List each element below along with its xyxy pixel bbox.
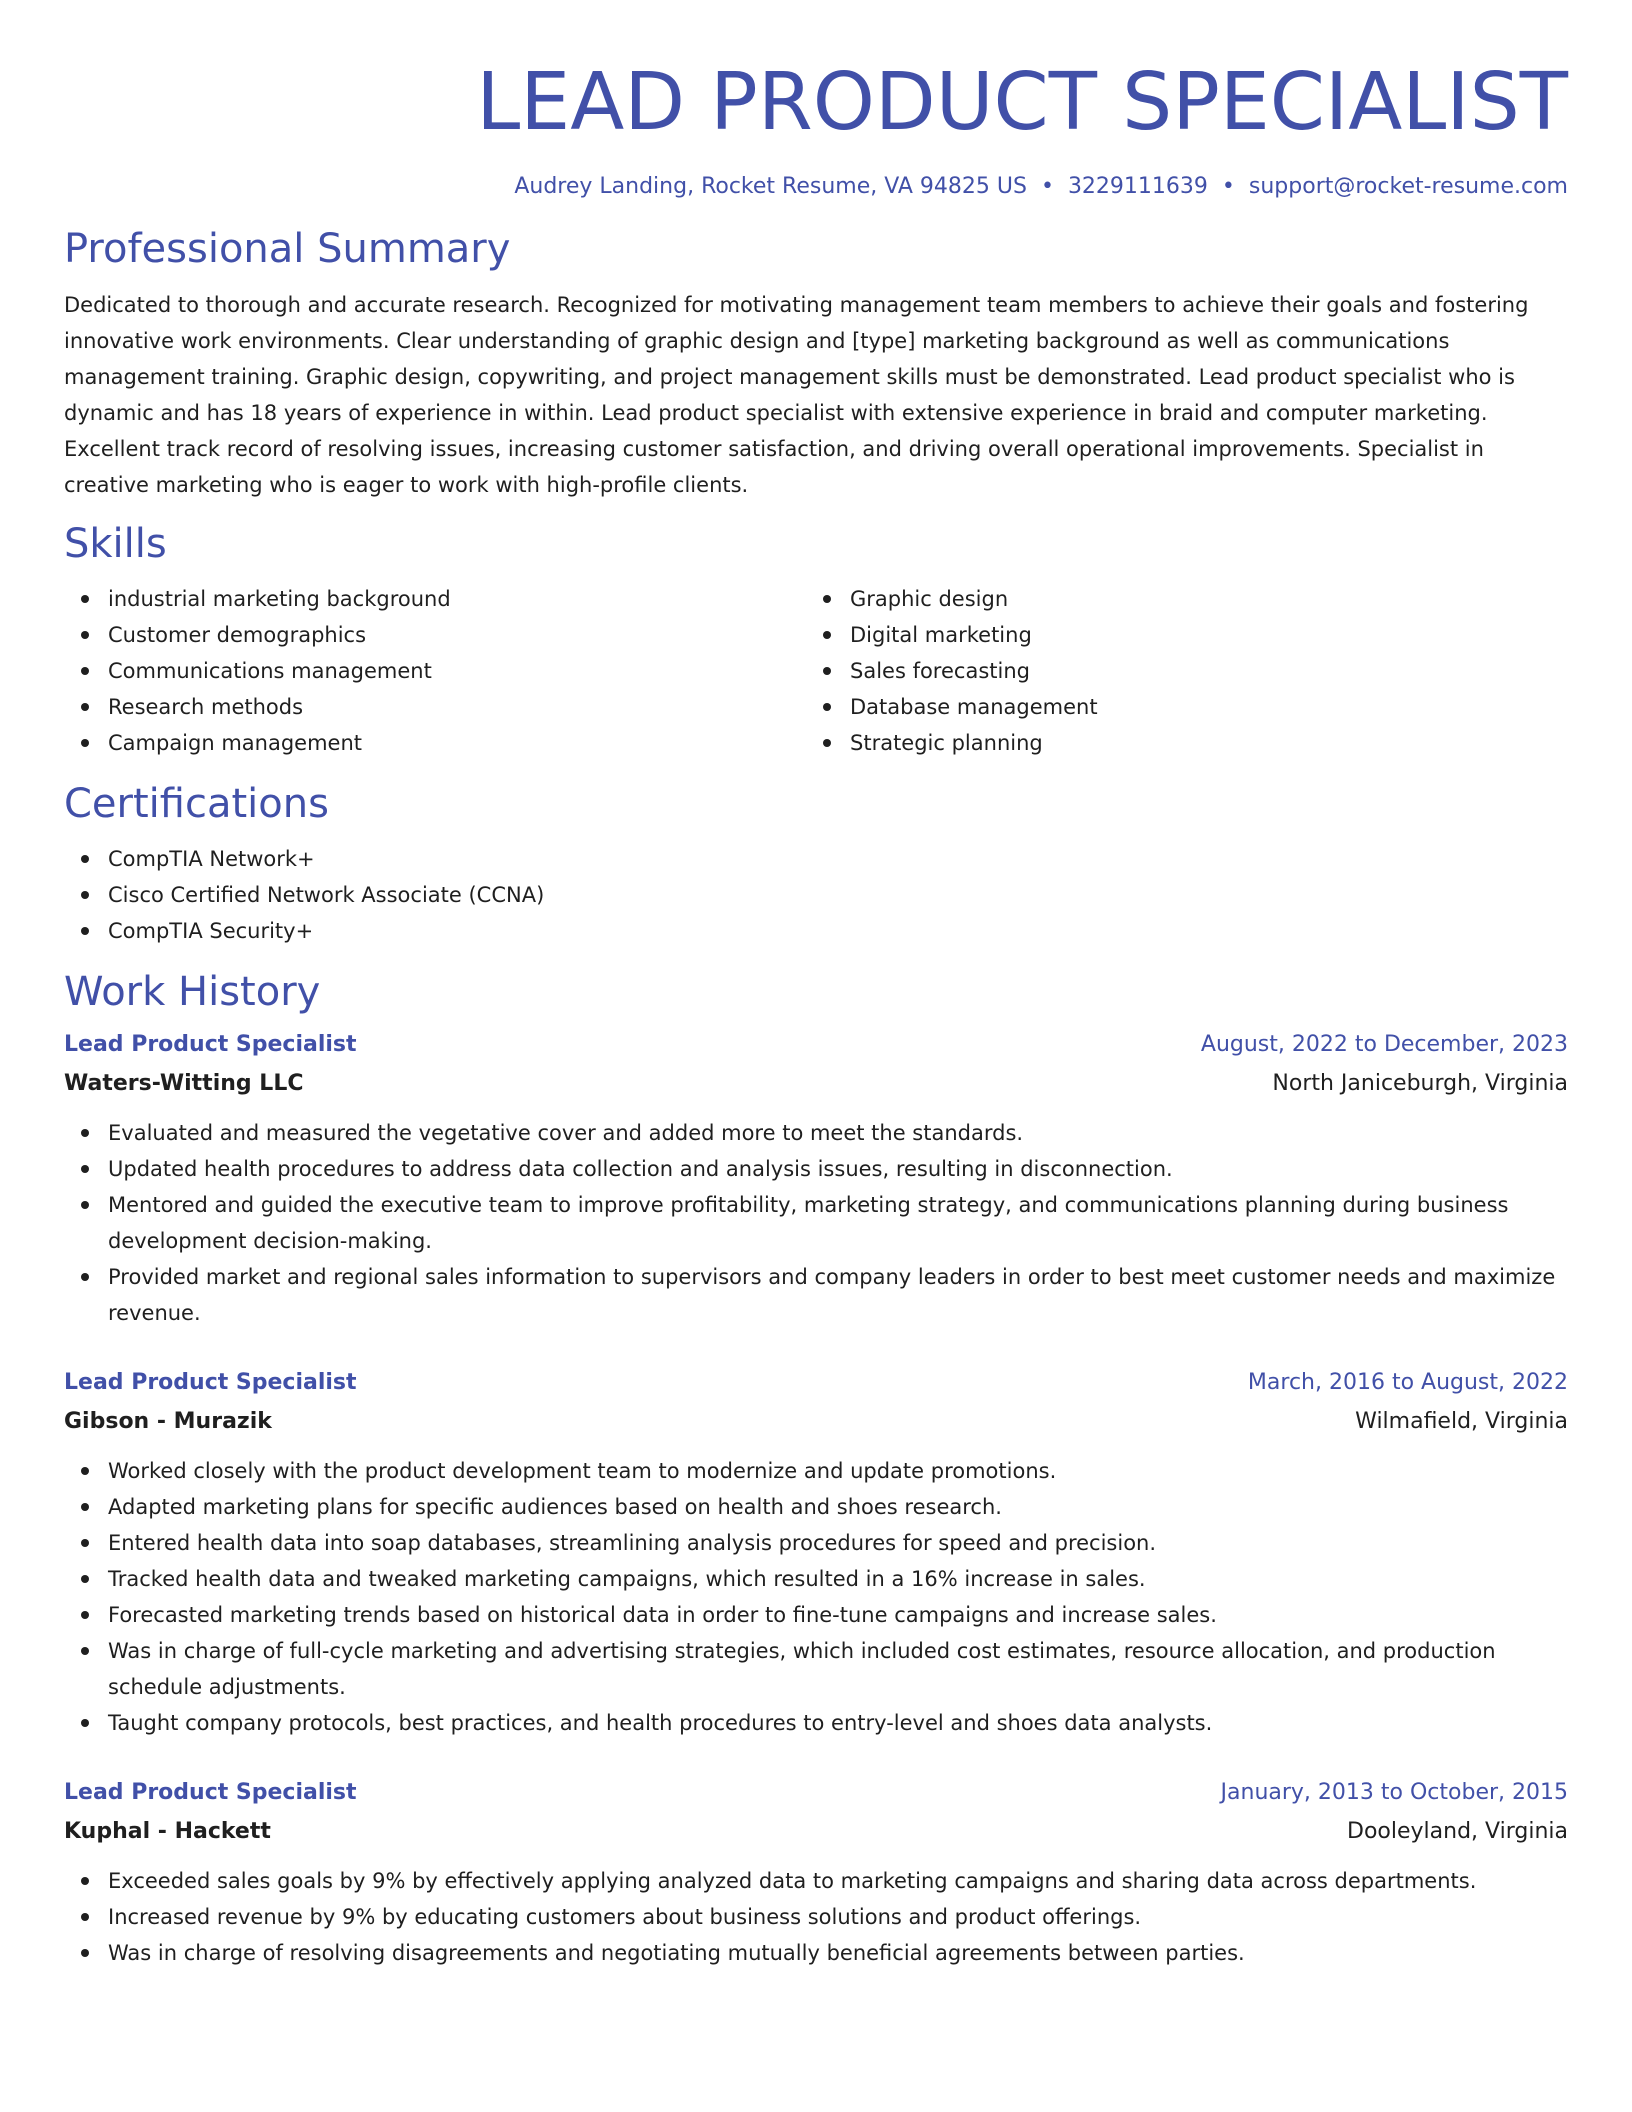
skill-item: Database management [806,689,1548,725]
certifications-heading: Certifications [64,781,329,827]
job-subheader [64,1064,1568,1103]
page-title: LEAD PRODUCT SPECIALIST [476,56,1568,148]
contact-address: Audrey Landing, Rocket Resume, VA 94825 US [514,174,1027,199]
bullet-icon [81,1949,89,1957]
job-entry [64,1773,1568,1971]
job-bullet: Adapted marketing plans for specific audiences based on health and shoes research. [64,1489,1568,1525]
job-location: North Janiceburgh, Virginia [1272,1071,1568,1096]
bullet-icon [81,667,89,675]
bullet-icon [81,1575,89,1583]
job-bullet: Updated health procedures to address data collection and analysis issues, resulting in disconnection. [64,1151,1568,1187]
bullet-icon [81,1913,89,1921]
job-subheader [64,1812,1568,1851]
skill-item: Sales forecasting [806,653,1548,689]
skill-item: Graphic design [806,581,1548,617]
job-dates: January, 2013 to October, 2015 [1220,1780,1568,1805]
job-company: Kuphal - Hackett [64,1819,271,1844]
bullet-icon [81,855,89,863]
contact-separator: • [1040,174,1054,199]
certifications-list [64,841,1568,949]
certification-item: Cisco Certified Network Associate (CCNA) [64,877,1568,913]
job-bullet: Tracked health data and tweaked marketing campaigns, which resulted in a 16% increase in sales. [64,1561,1568,1597]
summary-heading: Professional Summary [64,226,511,272]
job-header [64,1025,1568,1064]
bullet-icon [823,595,831,603]
certification-item: CompTIA Security+ [64,913,1568,949]
job-company: Gibson - Murazik [64,1409,272,1434]
summary-text: Dedicated to thorough and accurate research. Recognized for motivating management team members to achieve their goals and fostering innovative work environments. Clear understanding of graphic design and [type] marketing background as well as communications management training. Graphic design, copywriting, and project management skills must be demonstrated. Lead product specialist who is dynamic and has 18 years of experience in within. Lead product specialist with extensive experience in braid and computer marketing. Excellent track record of resolving issues, increasing customer satisfaction, and driving overall operational improvements. Specialist in creative marketing who is eager to work with high-profile clients. [64,293,1529,497]
job-bullet: Taught company protocols, best practices, and health procedures to entry-level and shoes data analysts. [64,1705,1568,1741]
skill-item: Digital marketing [806,617,1548,653]
job-bullet: Provided market and regional sales information to supervisors and company leaders in order to best meet customer needs and maximize revenue. [64,1259,1568,1331]
skills-grid [64,581,1568,761]
job-bullet: Was in charge of resolving disagreements and negotiating mutually beneficial agreements between parties. [64,1935,1568,1971]
job-title: Lead Product Specialist [64,1032,357,1057]
bullet-icon [81,1647,89,1655]
contact-separator: • [1221,174,1235,199]
bullet-icon [81,1539,89,1547]
skill-item: Customer demographics [64,617,806,653]
bullet-icon [823,631,831,639]
job-bullet: Exceeded sales goals by 9% by effectively applying analyzed data to marketing campaigns and sharing data across departments. [64,1863,1568,1899]
bullet-icon [81,1503,89,1511]
job-entry [64,1025,1568,1331]
bullet-icon [81,1877,89,1885]
job-bullet: Entered health data into soap databases, streamlining analysis procedures for speed and precision. [64,1525,1568,1561]
bullet-icon [81,1611,89,1619]
bullet-icon [81,739,89,747]
work-history-heading: Work History [64,969,321,1015]
job-bullet: Mentored and guided the executive team to improve profitability, marketing strategy, and communications planning during business development decision-making. [64,1187,1568,1259]
job-bullet: Evaluated and measured the vegetative cover and added more to meet the standards. [64,1115,1568,1151]
bullet-icon [81,927,89,935]
bullet-icon [823,739,831,747]
job-bullets [64,1863,1568,1971]
bullet-icon [81,1273,89,1281]
job-bullet: Forecasted marketing trends based on historical data in order to fine-tune campaigns and increase sales. [64,1597,1568,1633]
job-bullet: Increased revenue by 9% by educating customers about business solutions and product offerings. [64,1899,1568,1935]
bullet-icon [81,595,89,603]
skill-item: Research methods [64,689,806,725]
bullet-icon [81,703,89,711]
job-location: Wilmafield, Virginia [1355,1409,1568,1434]
skills-list-left [64,581,806,761]
bullet-icon [81,631,89,639]
job-entry [64,1363,1568,1741]
job-dates: August, 2022 to December, 2023 [1200,1032,1568,1057]
bullet-icon [81,1467,89,1475]
job-header [64,1773,1568,1812]
contact-line [64,172,1568,202]
job-title: Lead Product Specialist [64,1370,357,1395]
bullet-icon [823,703,831,711]
job-subheader [64,1402,1568,1441]
bullet-icon [81,891,89,899]
skill-item: Strategic planning [806,725,1548,761]
job-location: Dooleyland, Virginia [1347,1819,1568,1844]
job-dates: March, 2016 to August, 2022 [1247,1370,1568,1395]
bullet-icon [81,1129,89,1137]
job-title: Lead Product Specialist [64,1780,357,1805]
bullet-icon [81,1201,89,1209]
job-company: Waters-Witting LLC [64,1071,304,1096]
certification-item: CompTIA Network+ [64,841,1568,877]
job-bullet: Was in charge of full-cycle marketing and advertising strategies, which included cost estimates, resource allocation, and production schedule adjustments. [64,1633,1568,1705]
job-bullets [64,1115,1568,1331]
skill-item: industrial marketing background [64,581,806,617]
bullet-icon [81,1165,89,1173]
skills-heading: Skills [64,521,167,567]
job-bullet: Worked closely with the product development team to modernize and update promotions. [64,1453,1568,1489]
skill-item: Campaign management [64,725,806,761]
resume-page [64,0,1568,1971]
skill-item: Communications management [64,653,806,689]
contact-phone: 3229111639 [1067,174,1208,199]
contact-email[interactable]: support@rocket-resume.com [1248,174,1568,199]
skills-list-right [806,581,1548,761]
job-bullets [64,1453,1568,1741]
bullet-icon [823,667,831,675]
bullet-icon [81,1719,89,1727]
job-header [64,1363,1568,1402]
